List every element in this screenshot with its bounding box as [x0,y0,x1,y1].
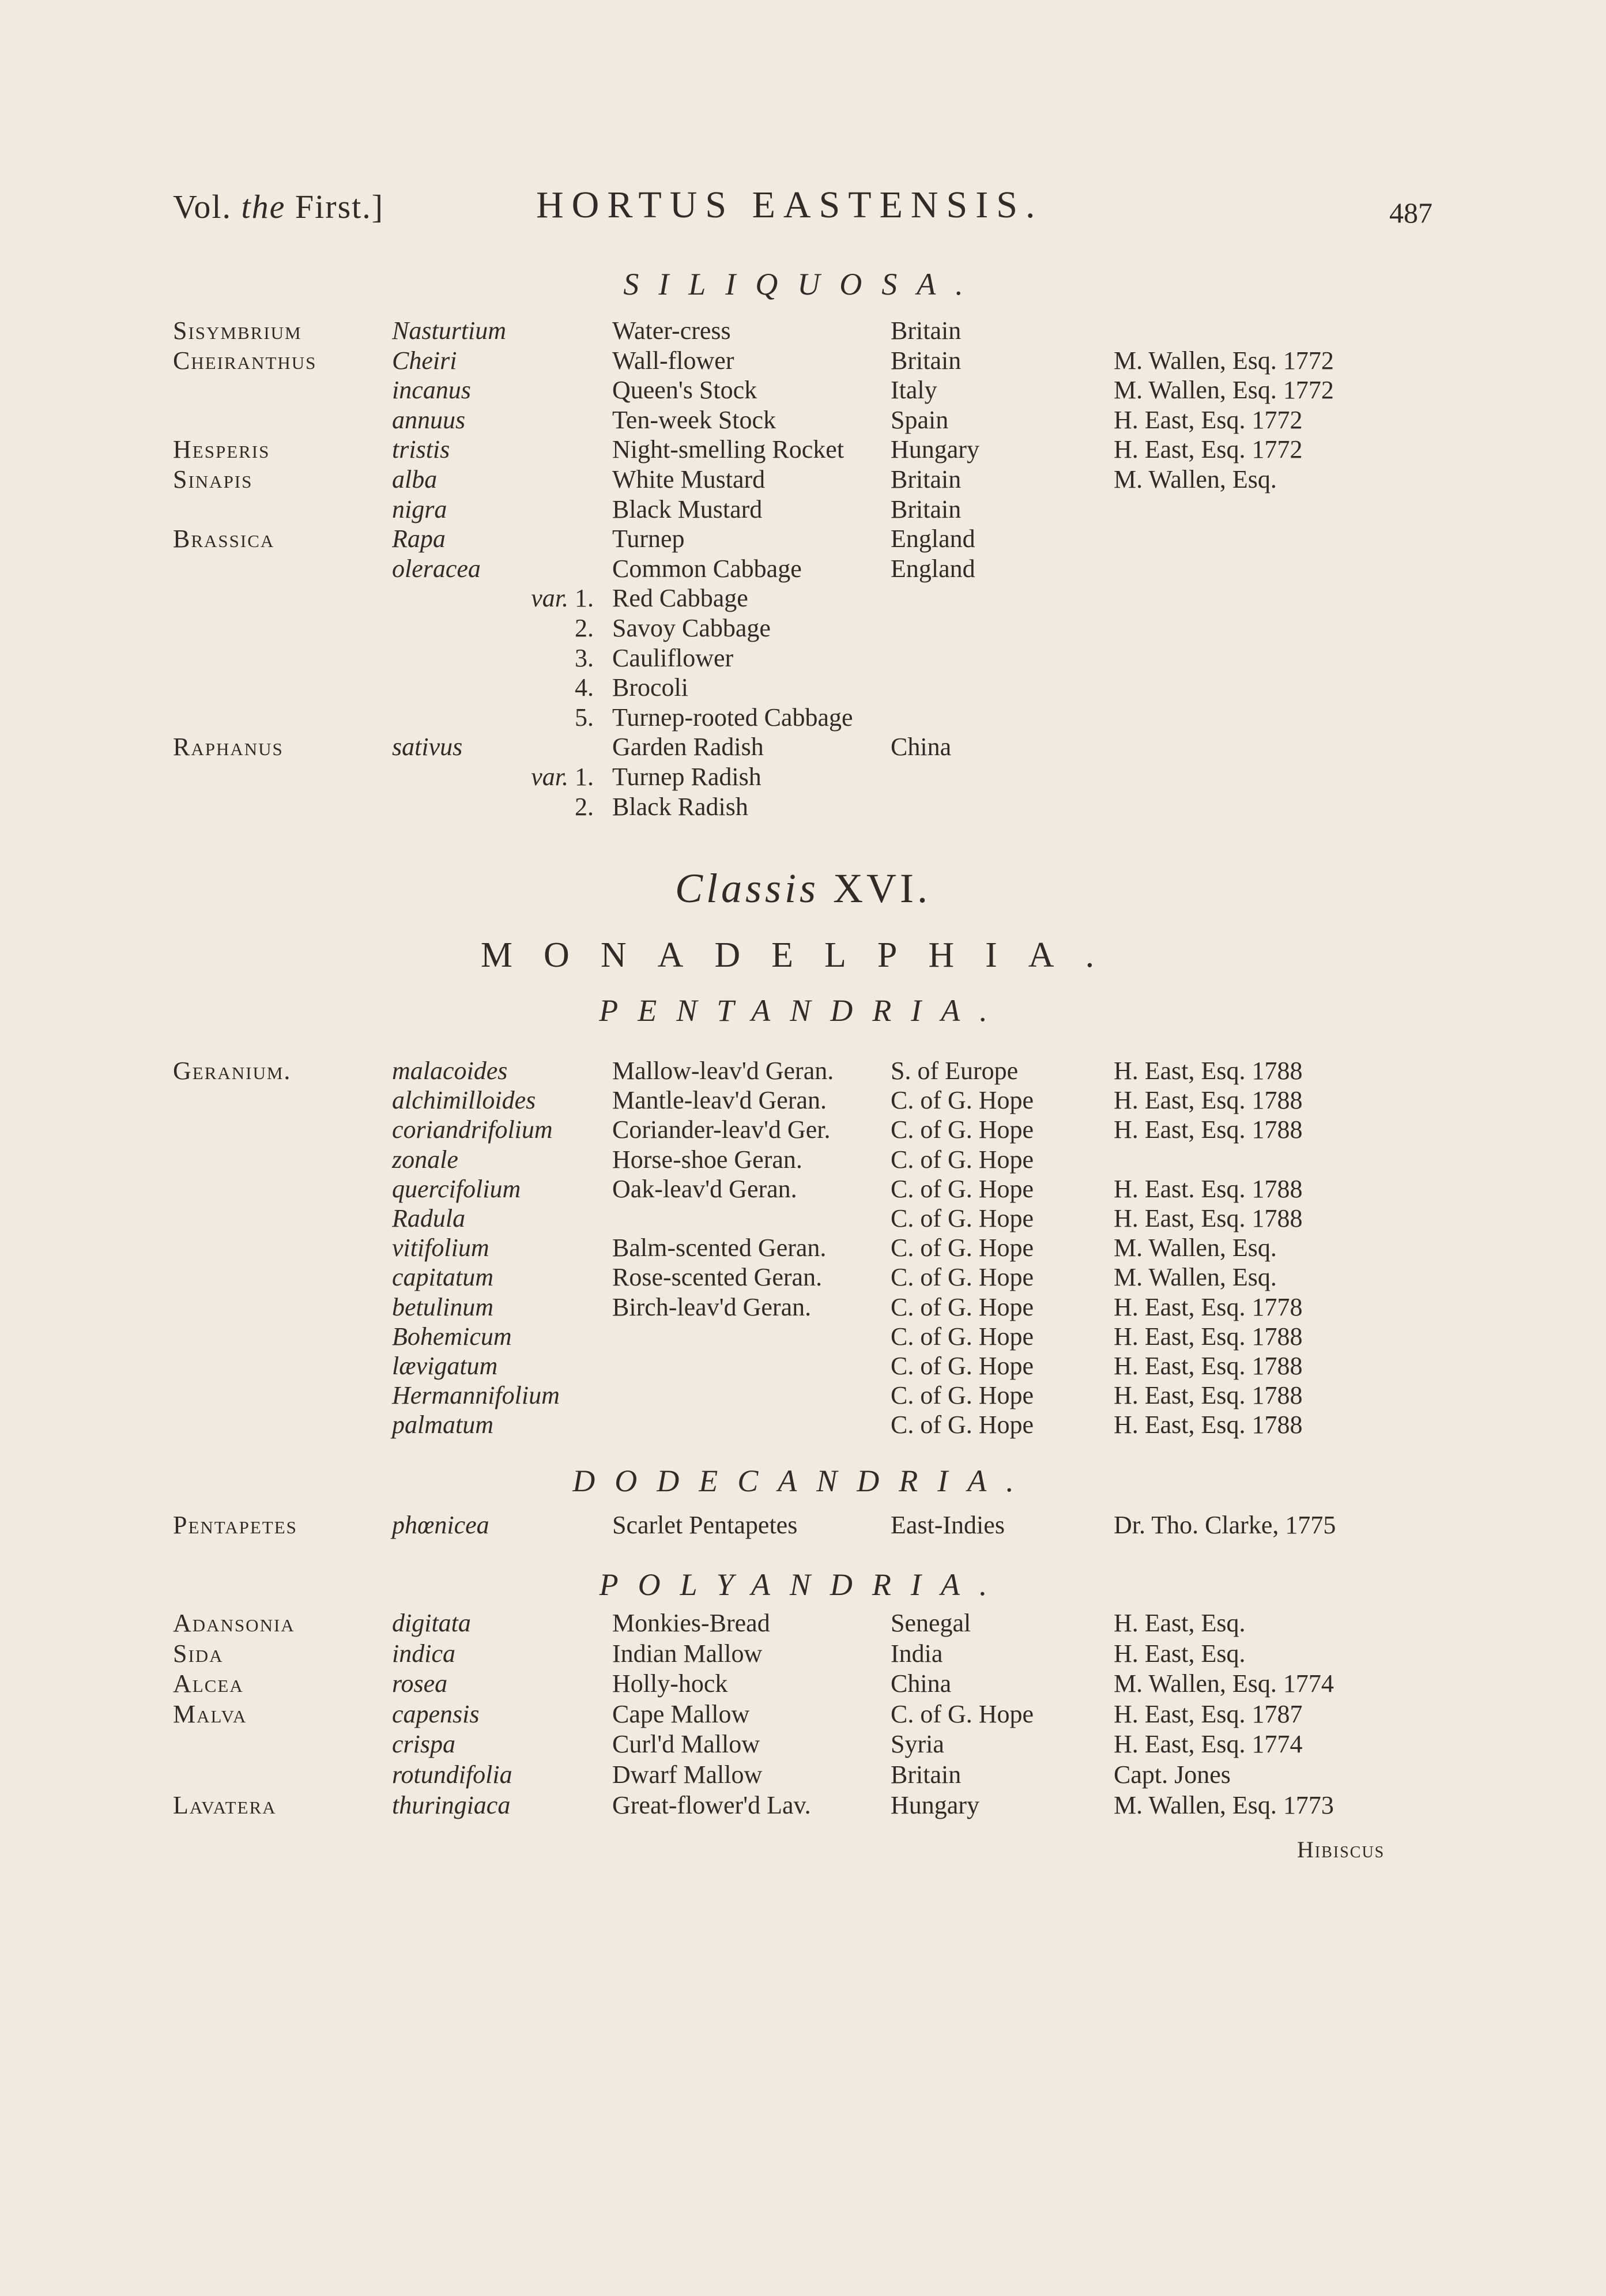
native-country: C. of G. Hope [891,1411,1034,1439]
genus-name: Cheiranthus [173,346,317,375]
variety-marker: 5. [575,703,594,732]
genus-name: Pentapetes [173,1511,297,1539]
native-country: Britain [891,1760,962,1789]
species-name: crispa [392,1730,455,1759]
species-name: zonale [392,1145,458,1174]
common-name: Red Cabbage [612,584,748,613]
species-name: vitifolium [392,1234,489,1262]
species-name: capitatum [392,1263,493,1292]
introduced-by: M. Wallen, Esq. [1114,1234,1277,1262]
section-heading-pentandria: PENTANDRIA. [599,993,1007,1028]
common-name: Savoy Cabbage [612,614,771,642]
introduced-by: H. East, Esq. 1788 [1114,1322,1303,1351]
introduced-by: H. East. Esq. 1788 [1114,1174,1303,1203]
introduced-by: M. Wallen, Esq. 1773 [1114,1790,1334,1819]
native-country: China [891,1669,952,1698]
table-row [0,1233,1606,1263]
species-name: betulinum [392,1292,493,1321]
species-name: capensis [392,1699,480,1728]
running-head-title: HORTUS EASTENSIS. [536,184,1043,226]
introduced-by: M. Wallen, Esq. 1772 [1114,346,1334,375]
common-name: Curl'd Mallow [612,1730,760,1759]
table-row [0,1322,1606,1352]
common-name: Rose-scented Geran. [612,1263,823,1292]
common-name: Wall-flower [612,346,734,375]
variety-marker: var. 1. [531,763,594,791]
section-heading-polyandria: POLYANDRIA. [599,1567,1007,1602]
common-name: Turnep-rooted Cabbage [612,703,853,732]
common-name: Coriander-leav'd Ger. [612,1115,831,1144]
table-row [0,643,1606,673]
genus-name: Sinapis [173,465,253,493]
genus-name: Sida [173,1639,224,1668]
introduced-by: M. Wallen, Esq. [1114,465,1277,493]
common-name: Garden Radish [612,733,764,761]
native-country: C. of G. Hope [891,1086,1034,1115]
genus-name: Raphanus [173,733,284,761]
introduced-by: H. East, Esq. 1772 [1114,435,1303,464]
table-row [0,1790,1606,1820]
native-country: S. of Europe [891,1057,1019,1085]
common-name: White Mustard [612,465,766,493]
common-name: Mallow-leav'd Geran. [612,1057,834,1085]
table-row [0,1639,1606,1669]
introduced-by: Dr. Tho. Clarke, 1775 [1114,1511,1336,1539]
table-row [0,1145,1606,1175]
table-row [0,1292,1606,1322]
table-row [0,1510,1606,1540]
variety-marker: 3. [575,643,594,672]
native-country: Hungary [891,1790,979,1819]
native-country: C. of G. Hope [891,1145,1034,1174]
introduced-by: H. East, Esq. 1788 [1114,1086,1303,1115]
species-name: rotundifolia [392,1760,512,1789]
species-name: rosea [392,1669,448,1698]
introduced-by: H. East, Esq. 1788 [1114,1057,1303,1085]
native-country: Syria [891,1730,944,1759]
genus-name: Brassica [173,525,275,553]
table-row [0,583,1606,613]
table-row [0,1381,1606,1411]
common-name: Cauliflower [612,643,734,672]
catchword: Hibiscus [1297,1837,1385,1863]
common-name: Balm-scented Geran. [612,1234,827,1262]
native-country: C. of G. Hope [891,1352,1034,1380]
species-name: coriandrifolium [392,1115,553,1144]
introduced-by: H. East, Esq. 1787 [1114,1699,1303,1728]
common-name: Water-cress [612,316,731,345]
species-name: lævigatum [392,1352,498,1380]
page-number: 487 [1389,197,1432,229]
species-name: Hermannifolium [392,1381,560,1410]
order-heading-monadelphia: MONADELPHIA. [480,936,1126,975]
genus-name: Malva [173,1699,247,1728]
class-heading: Classis XVI. [674,865,932,911]
table-row [0,673,1606,703]
introduced-by: H. East, Esq. [1114,1609,1246,1637]
native-country: Spain [891,405,949,434]
common-name: Brocoli [612,673,688,702]
species-name: quercifolium [392,1174,521,1203]
table-row [0,1608,1606,1638]
introduced-by: M. Wallen, Esq. [1114,1263,1277,1292]
section-heading-dodecandria: DODECANDRIA. [572,1464,1034,1498]
common-name: Black Mustard [612,495,763,523]
introduced-by: Capt. Jones [1114,1760,1231,1789]
table-row [0,346,1606,376]
common-name: Cape Mallow [612,1699,750,1728]
species-name: annuus [392,405,466,434]
species-name: Bohemicum [392,1322,512,1351]
species-name: phœnicea [392,1511,489,1539]
introduced-by: H. East, Esq. 1788 [1114,1204,1303,1232]
common-name: Indian Mallow [612,1639,763,1668]
table-row [0,1115,1606,1145]
common-name: Common Cabbage [612,554,802,583]
native-country: C. of G. Hope [891,1234,1034,1262]
table-row [0,495,1606,525]
variety-marker: var. 1. [531,584,594,613]
species-name: tristis [392,435,450,464]
common-name: Mantle-leav'd Geran. [612,1086,827,1115]
common-name: Turnep [612,525,685,553]
species-name: malacoides [392,1057,508,1085]
section-heading-siliquosa: SILIQUOSA. [623,267,983,301]
genus-name: Geranium. [173,1057,292,1085]
native-country: China [891,733,952,761]
native-country: C. of G. Hope [891,1699,1034,1728]
introduced-by: M. Wallen, Esq. 1774 [1114,1669,1334,1698]
species-name: Nasturtium [392,316,507,345]
introduced-by: H. East, Esq. 1788 [1114,1381,1303,1410]
introduced-by: M. Wallen, Esq. 1772 [1114,376,1334,405]
introduced-by: H. East, Esq. 1774 [1114,1730,1303,1759]
table-row [0,1699,1606,1729]
common-name: Great-flower'd Lav. [612,1790,811,1819]
table-row [0,1056,1606,1086]
species-name: alba [392,465,438,493]
species-name: Cheiri [392,346,457,375]
native-country: Britain [891,316,962,345]
common-name: Black Radish [612,792,748,821]
introduced-by: H. East, Esq. [1114,1639,1246,1668]
table-row [0,524,1606,554]
native-country: C. of G. Hope [891,1292,1034,1321]
common-name: Scarlet Pentapetes [612,1511,798,1539]
native-country: Italy [891,376,937,405]
table-row [0,1729,1606,1759]
common-name: Holly-hock [612,1669,728,1698]
species-name: incanus [392,376,471,405]
table-row [0,732,1606,762]
common-name: Horse-shoe Geran. [612,1145,802,1174]
table-row [0,1262,1606,1292]
native-country: India [891,1639,943,1668]
variety-marker: 4. [575,673,594,702]
table-row [0,405,1606,435]
introduced-by: H. East, Esq. 1778 [1114,1292,1303,1321]
genus-name: Sisymbrium [173,316,302,345]
introduced-by: H. East, Esq. 1788 [1114,1411,1303,1439]
common-name: Night-smelling Rocket [612,435,845,464]
common-name: Queen's Stock [612,376,757,405]
table-row [0,1410,1606,1440]
native-country: C. of G. Hope [891,1322,1034,1351]
native-country: Britain [891,465,962,493]
native-country: Britain [891,495,962,523]
genus-name: Alcea [173,1669,244,1698]
native-country: Hungary [891,435,979,464]
running-head-volume: Vol. the First.] [173,188,384,225]
genus-name: Hesperis [173,435,270,464]
introduced-by: H. East, Esq. 1788 [1114,1352,1303,1380]
table-row [0,762,1606,792]
species-name: sativus [392,733,463,761]
table-row [0,613,1606,643]
species-name: alchimilloides [392,1086,536,1115]
table-row [0,792,1606,822]
species-name: oleracea [392,554,481,583]
table-row [0,1760,1606,1790]
native-country: C. of G. Hope [891,1381,1034,1410]
introduced-by: H. East, Esq. 1772 [1114,405,1303,434]
native-country: Senegal [891,1609,971,1637]
table-row [0,375,1606,405]
species-name: thuringiaca [392,1790,511,1819]
native-country: C. of G. Hope [891,1263,1034,1292]
table-row [0,1085,1606,1115]
native-country: C. of G. Hope [891,1174,1034,1203]
table-row [0,435,1606,465]
species-name: indica [392,1639,455,1668]
common-name: Ten-week Stock [612,405,776,434]
common-name: Birch-leav'd Geran. [612,1292,812,1321]
table-row [0,1174,1606,1204]
common-name: Dwarf Mallow [612,1760,763,1789]
variety-marker: 2. [575,614,594,642]
table-row [0,1351,1606,1381]
table-row [0,703,1606,733]
introduced-by: H. East, Esq. 1788 [1114,1115,1303,1144]
table-row [0,465,1606,495]
table-row [0,1669,1606,1699]
species-name: digitata [392,1609,471,1637]
table-row [0,1204,1606,1234]
native-country: C. of G. Hope [891,1115,1034,1144]
genus-name: Lavatera [173,1790,277,1819]
native-country: Britain [891,346,962,375]
species-name: Rapa [392,525,446,553]
native-country: England [891,554,975,583]
native-country: East-Indies [891,1511,1005,1539]
species-name: nigra [392,495,447,523]
species-name: Radula [392,1204,466,1232]
native-country: England [891,525,975,553]
table-row [0,554,1606,584]
table-row [0,316,1606,346]
common-name: Oak-leav'd Geran. [612,1174,797,1203]
common-name: Monkies-Bread [612,1609,770,1637]
species-name: palmatum [392,1411,493,1439]
genus-name: Adansonia [173,1609,295,1637]
variety-marker: 2. [575,792,594,821]
common-name: Turnep Radish [612,763,761,791]
native-country: C. of G. Hope [891,1204,1034,1232]
